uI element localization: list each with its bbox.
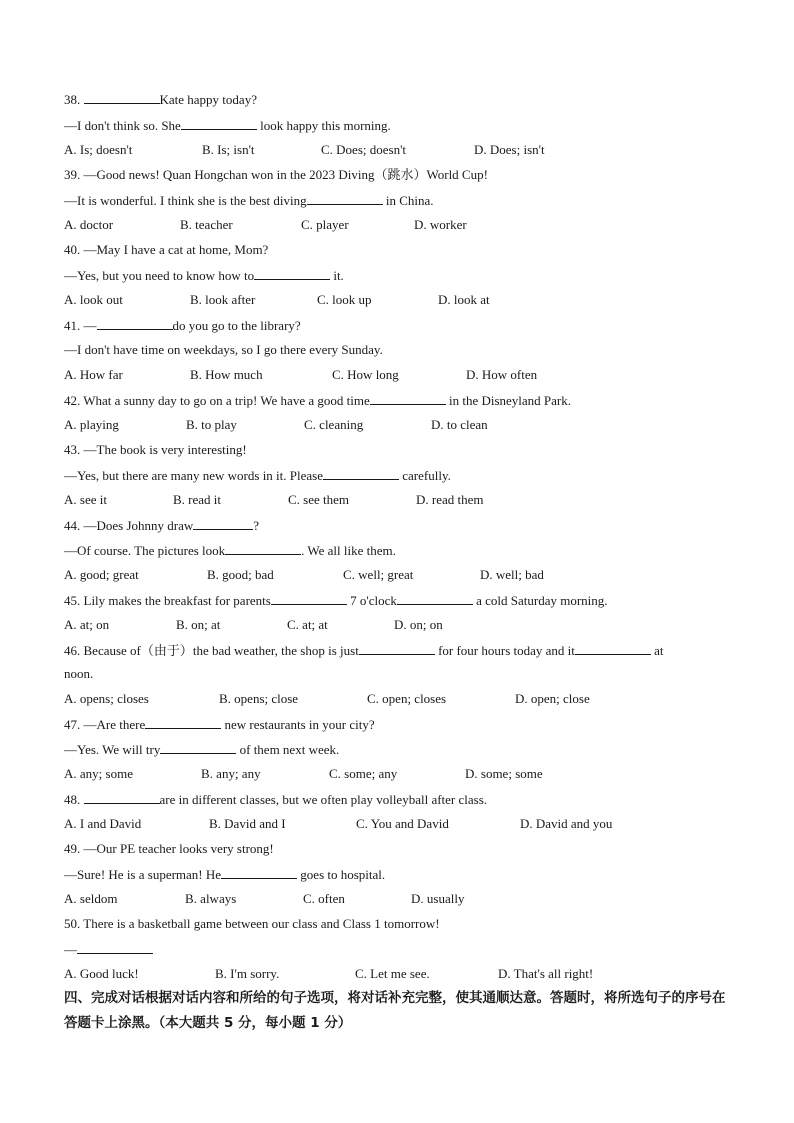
q50-response: — <box>64 939 153 959</box>
q39-option-b[interactable]: B. teacher <box>180 217 233 232</box>
q50-option-d[interactable]: D. That's all right! <box>498 966 594 981</box>
answer-blank[interactable] <box>145 714 221 729</box>
q44-option-d[interactable]: D. well; bad <box>480 567 544 582</box>
q50-option-a[interactable]: A. Good luck! <box>64 966 139 981</box>
q43-option-b[interactable]: B. read it <box>173 492 222 507</box>
q41-option-b[interactable]: B. How much <box>190 367 263 382</box>
q38-option-b[interactable]: B. Is; isn't <box>202 142 255 157</box>
q47-option-d[interactable]: D. some; some <box>465 766 543 781</box>
q47-option-b[interactable]: B. any; any <box>201 766 261 781</box>
q43-option-a[interactable]: A. see it <box>64 492 107 507</box>
q41-stem: 41. — do you go to the library? <box>64 315 301 335</box>
q40-response: —Yes, but you need to know how to it. <box>64 265 344 285</box>
answer-blank[interactable] <box>97 315 173 330</box>
q49-response: —Sure! He is a superman! He goes to hospital. <box>64 864 385 884</box>
q42-option-d[interactable]: D. to clean <box>431 417 488 432</box>
q48-option-b[interactable]: B. David and I <box>209 816 286 831</box>
answer-blank[interactable] <box>193 515 253 530</box>
answer-blank[interactable] <box>254 265 330 280</box>
section-4-heading: 四、完成对话根据对话内容和所给的句子选项，将对话补充完整，使其通顺达意。答题时，将所选句子的序号在答题卡上涂黑。（本大题共 5 分，每小题 1 分） <box>64 990 726 1031</box>
q39-option-a[interactable]: A. doctor <box>64 217 114 232</box>
q41-option-c[interactable]: C. How long <box>332 367 399 382</box>
q46-stem: 46. Because of（由于）the bad weather, the shop is just for four hours today and it at <box>64 640 664 660</box>
q38-option-a[interactable]: A. Is; doesn't <box>64 142 133 157</box>
q44-option-c[interactable]: C. well; great <box>343 567 414 582</box>
q45-option-a[interactable]: A. at; on <box>64 617 110 632</box>
q47-option-c[interactable]: C. some; any <box>329 766 398 781</box>
q45-stem: 45. Lily makes the breakfast for parents 7 o'clock a cold Saturday morning. <box>64 590 608 610</box>
q44-option-a[interactable]: A. good; great <box>64 567 139 582</box>
answer-blank[interactable] <box>221 864 297 879</box>
answer-blank[interactable] <box>84 89 160 104</box>
q41-response: —I don't have time on weekdays, so I go there every Sunday. <box>64 342 383 357</box>
answer-blank[interactable] <box>397 590 473 605</box>
q46-option-b[interactable]: B. opens; close <box>219 691 299 706</box>
q49-stem: 49. —Our PE teacher looks very strong! <box>64 841 274 856</box>
q47-option-a[interactable]: A. any; some <box>64 766 133 781</box>
q47-response: —Yes. We will try of them next week. <box>64 739 339 759</box>
q46-option-c[interactable]: C. open; closes <box>367 691 447 706</box>
q49-option-d[interactable]: D. usually <box>411 891 465 906</box>
q43-stem: 43. —The book is very interesting! <box>64 442 247 457</box>
q50-option-c[interactable]: C. Let me see. <box>355 966 430 981</box>
answer-blank[interactable] <box>370 390 446 405</box>
q41-option-a[interactable]: A. How far <box>64 367 123 382</box>
q50-option-b[interactable]: B. I'm sorry. <box>215 966 280 981</box>
q45-option-c[interactable]: C. at; at <box>287 617 328 632</box>
q48-option-d[interactable]: D. David and you <box>520 816 613 831</box>
q40-option-d[interactable]: D. look at <box>438 292 490 307</box>
q39-response: —It is wonderful. I think she is the best diving in China. <box>64 190 434 210</box>
q47-stem: 47. —Are there new restaurants in your city? <box>64 714 375 734</box>
q41-option-d[interactable]: D. How often <box>466 367 538 382</box>
q42-option-b[interactable]: B. to play <box>186 417 237 432</box>
q39-option-d[interactable]: D. worker <box>414 217 467 232</box>
answer-blank[interactable] <box>77 939 153 954</box>
q46-option-a[interactable]: A. opens; closes <box>64 691 149 706</box>
q40-option-a[interactable]: A. look out <box>64 292 123 307</box>
q46-stem-continued: noon. <box>64 666 94 681</box>
answer-blank[interactable] <box>225 540 301 555</box>
q50-stem: 50. There is a basketball game between our class and Class 1 tomorrow! <box>64 916 440 931</box>
q43-response: —Yes, but there are many new words in it. Please carefully. <box>64 465 451 485</box>
q40-option-b[interactable]: B. look after <box>190 292 256 307</box>
q45-option-b[interactable]: B. on; at <box>176 617 221 632</box>
q45-option-d[interactable]: D. on; on <box>394 617 443 632</box>
answer-blank[interactable] <box>271 590 347 605</box>
q42-option-a[interactable]: A. playing <box>64 417 119 432</box>
answer-blank[interactable] <box>160 739 236 754</box>
q40-stem: 40. —May I have a cat at home, Mom? <box>64 242 269 257</box>
q43-option-c[interactable]: C. see them <box>288 492 350 507</box>
answer-blank[interactable] <box>181 115 257 130</box>
q46-option-d[interactable]: D. open; close <box>515 691 590 706</box>
q38-option-c[interactable]: C. Does; doesn't <box>321 142 407 157</box>
q49-option-c[interactable]: C. often <box>303 891 345 906</box>
q48-stem: 48. are in different classes, but we often play volleyball after class. <box>64 789 487 809</box>
q44-option-b[interactable]: B. good; bad <box>207 567 274 582</box>
q48-option-a[interactable]: A. I and David <box>64 816 142 831</box>
q38-stem: 38. Kate happy today? <box>64 89 257 109</box>
q48-option-c[interactable]: C. You and David <box>356 816 449 831</box>
q38-response: —I don't think so. She look happy this morning. <box>64 115 391 135</box>
q44-response: —Of course. The pictures look . We all like them. <box>64 540 396 560</box>
q44-stem: 44. —Does Johnny draw ? <box>64 515 259 535</box>
q49-option-a[interactable]: A. seldom <box>64 891 118 906</box>
answer-blank[interactable] <box>307 190 383 205</box>
answer-blank[interactable] <box>84 789 160 804</box>
q40-option-c[interactable]: C. look up <box>317 292 372 307</box>
q38-option-d[interactable]: D. Does; isn't <box>474 142 545 157</box>
answer-blank[interactable] <box>359 640 435 655</box>
q39-option-c[interactable]: C. player <box>301 217 349 232</box>
q43-option-d[interactable]: D. read them <box>416 492 484 507</box>
q49-option-b[interactable]: B. always <box>185 891 237 906</box>
answer-blank[interactable] <box>323 465 399 480</box>
answer-blank[interactable] <box>575 640 651 655</box>
q42-option-c[interactable]: C. cleaning <box>304 417 364 432</box>
q42-stem: 42. What a sunny day to go on a trip! We have a good time in the Disneyland Park. <box>64 390 571 410</box>
q39-stem: 39. —Good news! Quan Hongchan won in the 2023 Diving（跳水）World Cup! <box>64 167 488 182</box>
